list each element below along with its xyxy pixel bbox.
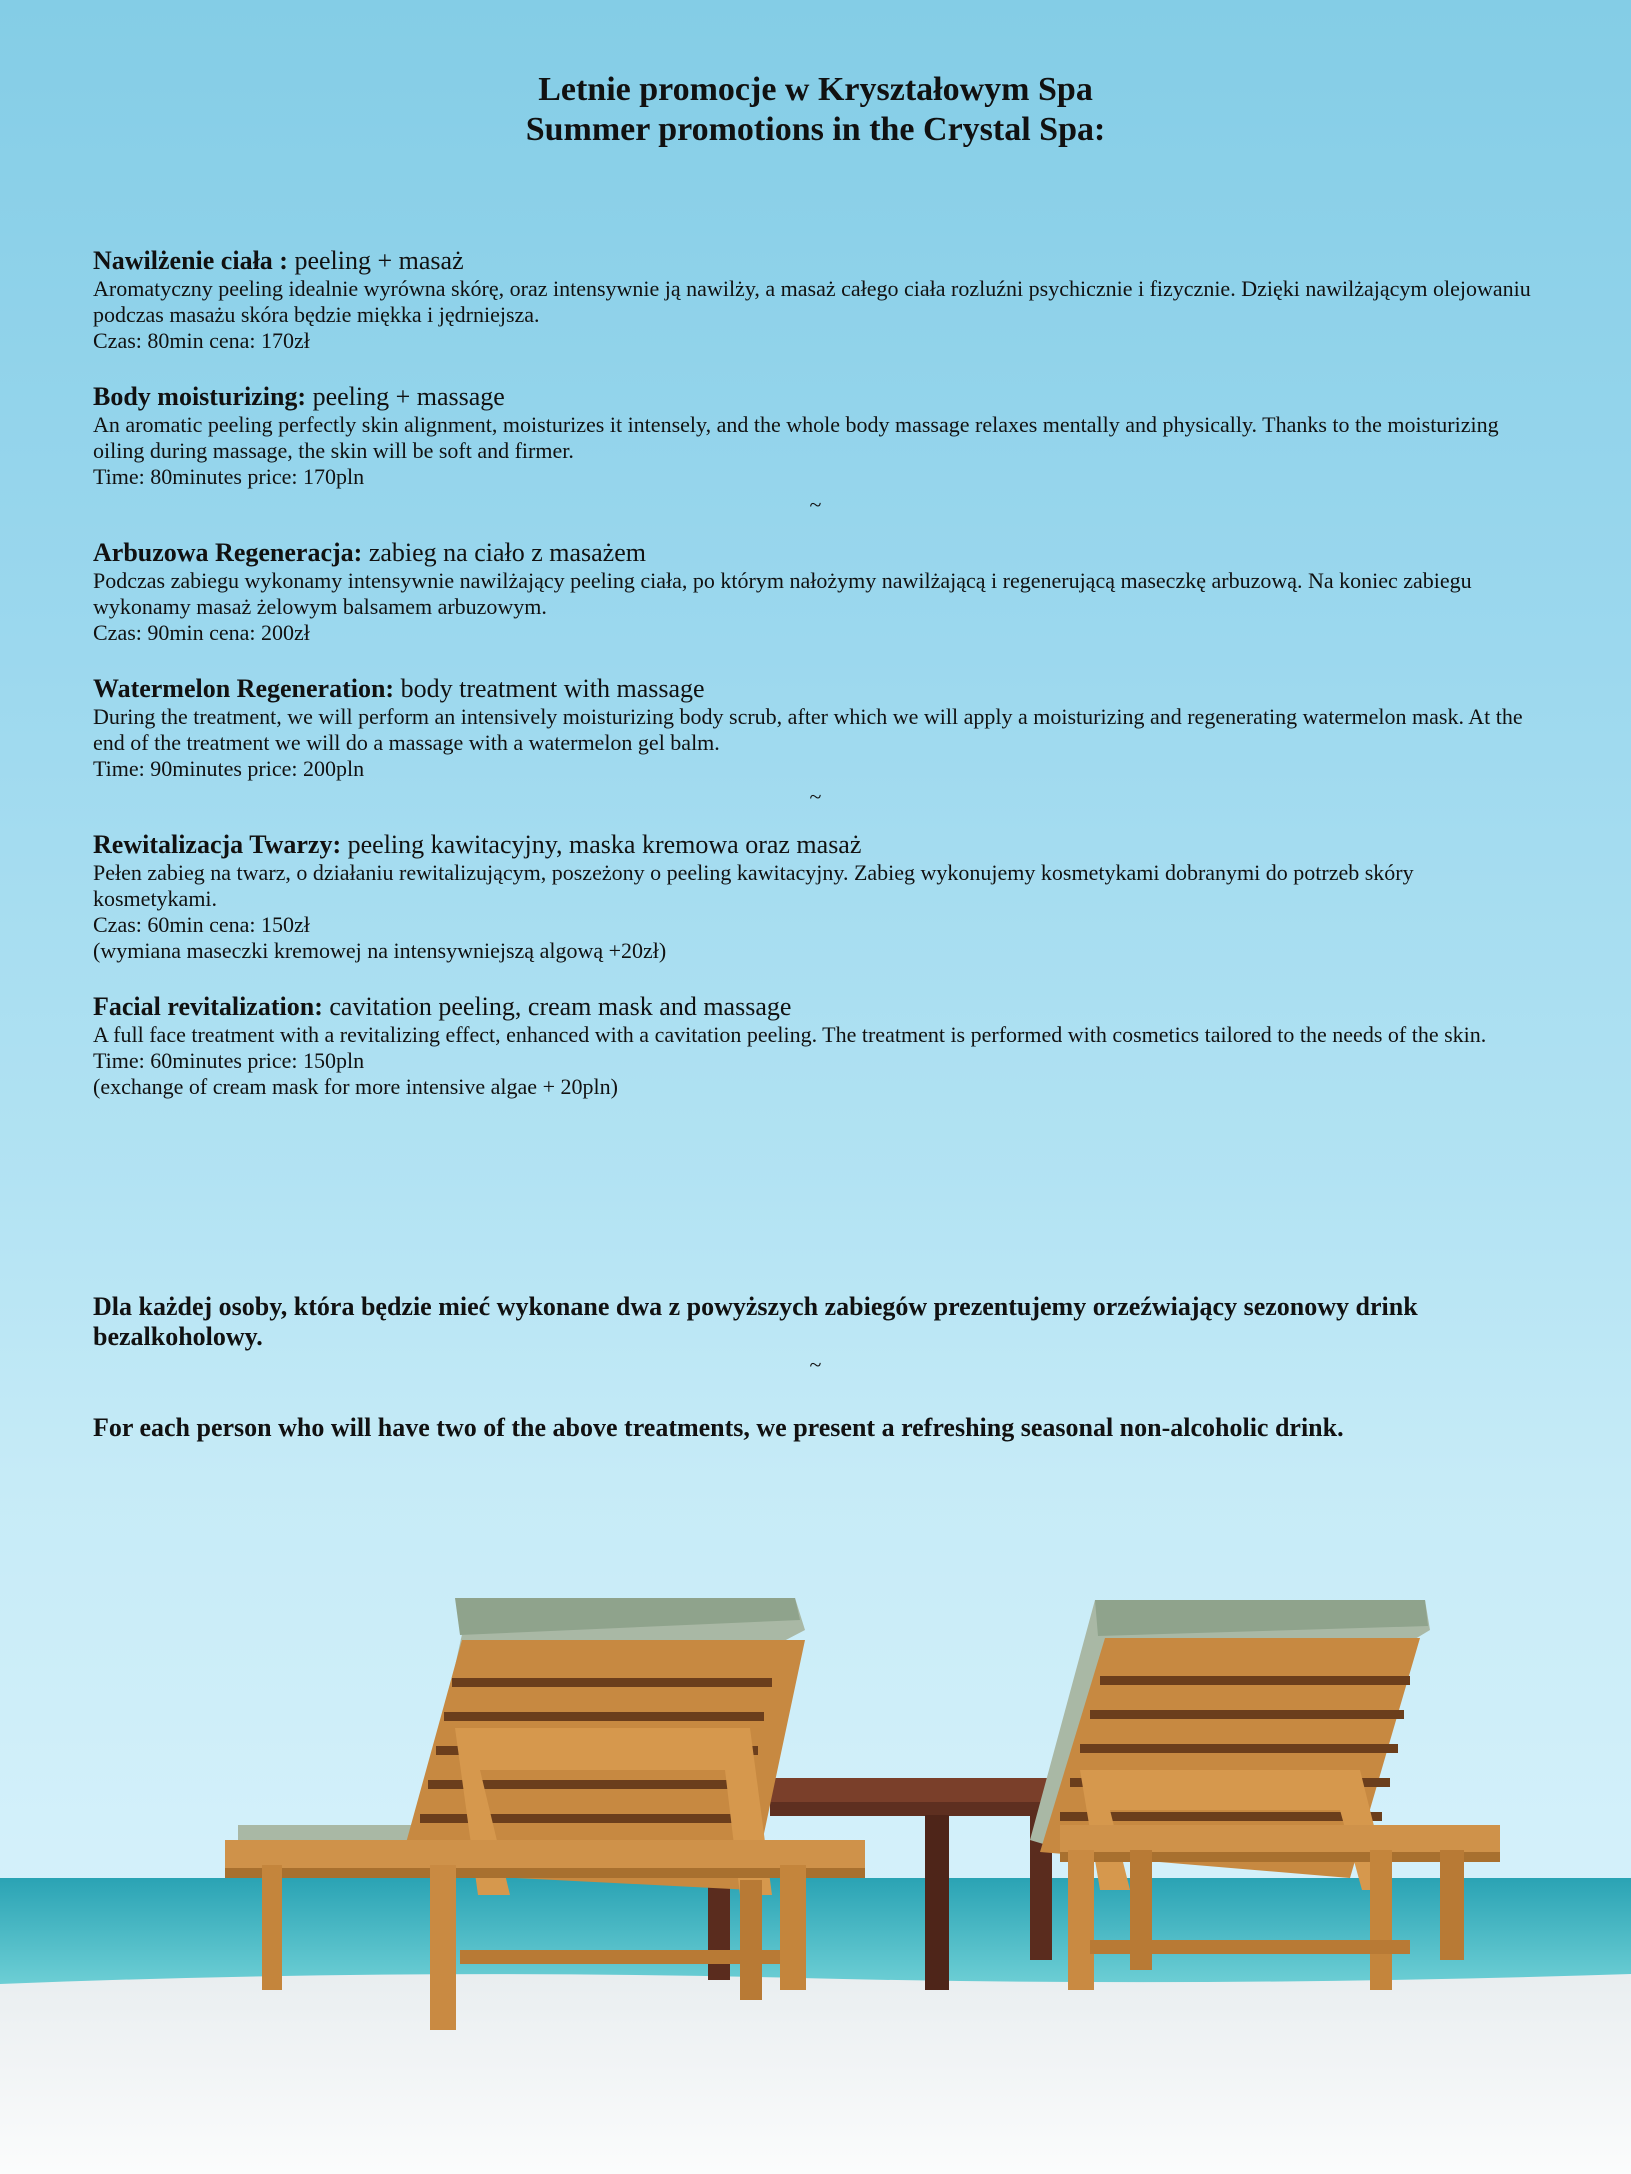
treatments-list — [93, 246, 1538, 1128]
title-english: Summer promotions in the Crystal Spa: — [525, 111, 1106, 148]
treatment-time-price: Time: 90minutes price: 200pln — [93, 756, 365, 781]
promo-text-polish: Dla każdej osoby, która będzie mieć wykonane dwa z powyższych zabiegów prezentujemy orzeźwiający sezonowy drink bezalkoholowy. — [93, 1292, 1418, 1351]
treatment-block — [93, 246, 1538, 354]
treatment-block — [93, 830, 1538, 964]
treatment-time-price: Time: 80minutes price: 170pln — [93, 464, 365, 489]
treatment-name: Body moisturizing: — [93, 382, 307, 411]
treatment-subtitle: peeling kawitacyjny, maska kremowa oraz masaż — [341, 830, 862, 859]
treatment-description: An aromatic peeling perfectly skin alignment, moisturizes it intensely, and the whole body massage relaxes mentally and physically. Thanks to the moisturizing oiling during massage, the skin will be soft and firmer. — [93, 412, 1499, 463]
section-separator: ~ — [809, 492, 822, 517]
treatment-name: Watermelon Regeneration: — [93, 674, 395, 703]
treatment-subtitle: zabieg na ciało z masażem — [362, 538, 646, 567]
treatment-subtitle: cavitation peeling, cream mask and massage — [322, 992, 792, 1021]
treatment-time-price: Time: 60minutes price: 150pln — [93, 1048, 365, 1073]
treatment-name: Arbuzowa Regeneracja: — [93, 538, 363, 567]
promo-text-english: For each person who will have two of the above treatments, we present a refreshing seasonal non-alcoholic drink. — [93, 1413, 1344, 1442]
treatment-time-price: Czas: 90min cena: 200zł — [93, 620, 310, 645]
treatment-time-price: Czas: 60min cena: 150zł — [93, 912, 310, 937]
treatment-description: Aromatyczny peeling idealnie wyrówna skórę, oraz intensywnie ją nawilży, a masaż całego ciała rozluźni psychicznie i fizycznie. Dzięki nawilżającym olejowaniu podczas masażu skóra będzie miękka i jędrniejsza. — [93, 276, 1531, 327]
treatment-name: Rewitalizacja Twarzy: — [93, 830, 342, 859]
treatment-subtitle: peeling + massage — [306, 382, 505, 411]
page-title — [0, 70, 1631, 150]
treatment-description: Pełen zabieg na twarz, o działaniu rewitalizującym, poszeżony o peeling kawitacyjny. Zabieg wykonujemy kosmetykami dobranymi do potrzeb skóry kosmetykami. — [93, 860, 1414, 911]
treatment-note: (wymiana maseczki kremowej na intensywniejszą algową +20zł) — [93, 938, 667, 963]
treatment-name: Nawilżenie ciała : — [93, 246, 288, 275]
sand — [0, 1974, 1631, 2174]
treatment-description: Podczas zabiegu wykonamy intensywnie nawilżający peeling ciała, po którym nałożymy nawilżającą i regenerującą maseczkę arbuzową. Na koniec zabiegu wykonamy masaż żelowym balsamem arbuzowym. — [93, 568, 1472, 619]
beach-loungers-illustration — [0, 1480, 1631, 2174]
treatment-subtitle: peeling + masaż — [287, 246, 464, 275]
section-separator: ~ — [809, 784, 822, 809]
treatment-description: During the treatment, we will perform an intensively moisturizing body scrub, after which we will apply a moisturizing and regenerating watermelon mask. At the end of the treatment we will do a massage with a watermelon gel balm. — [93, 704, 1523, 755]
treatment-subtitle: body treatment with massage — [394, 674, 705, 703]
treatment-block — [93, 382, 1538, 490]
promo-separator: ~ — [809, 1352, 822, 1377]
treatment-block — [93, 538, 1538, 646]
treatment-block — [93, 992, 1538, 1100]
title-polish: Letnie promocje w Kryształowym Spa — [538, 71, 1093, 108]
treatment-time-price: Czas: 80min cena: 170zł — [93, 328, 310, 353]
treatment-note: (exchange of cream mask for more intensive algae + 20pln) — [93, 1074, 618, 1099]
treatment-name: Facial revitalization: — [93, 992, 323, 1021]
treatment-block — [93, 674, 1538, 782]
treatment-description: A full face treatment with a revitalizing effect, enhanced with a cavitation peeling. The treatment is performed with cosmetics tailored to the needs of the skin. — [93, 1022, 1487, 1047]
